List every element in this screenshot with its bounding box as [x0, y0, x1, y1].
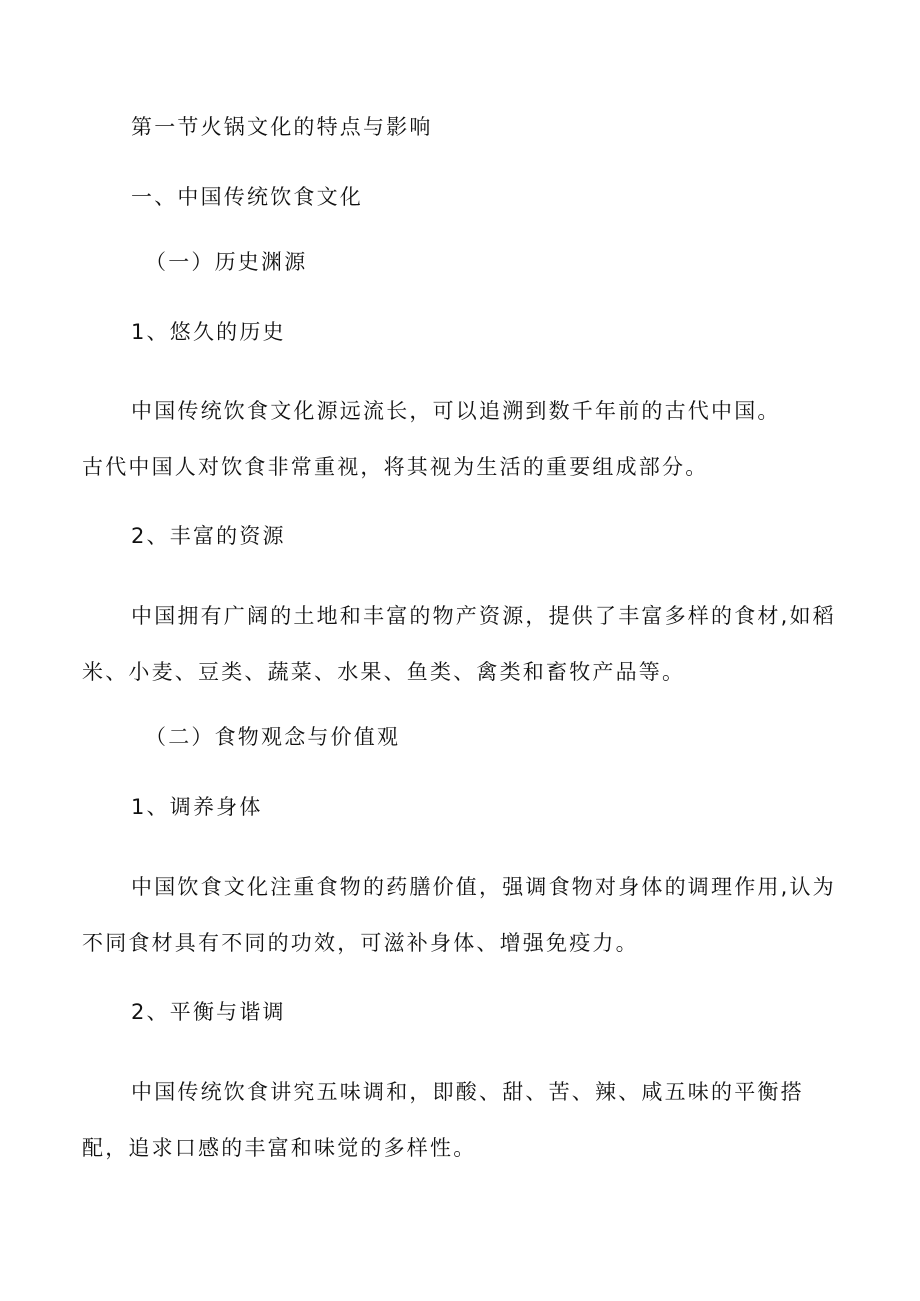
- paragraph-line: 中国拥有广阔的土地和丰富的物产资源，提供了丰富多样的食材,如稻: [131, 604, 836, 628]
- section-title: 第一节火锅文化的特点与影响: [131, 115, 433, 139]
- paragraph-line: 不同食材具有不同的功效，可滋补身体、增强免疫力。: [82, 931, 639, 955]
- subheading-food-values: （二）食物观念与价值观: [145, 725, 401, 749]
- paragraph-line: 中国饮食文化注重食物的药膳价值，强调食物对身体的调理作用,认为: [131, 875, 836, 899]
- item-title-rich-resources: 2、丰富的资源: [131, 524, 286, 548]
- paragraph-line: 米、小麦、豆类、蔬菜、水果、鱼类、禽类和畜牧产品等。: [82, 660, 686, 684]
- item-title-balance-harmony: 2、平衡与谐调: [131, 1000, 286, 1024]
- subheading-history: （一）历史渊源: [145, 250, 308, 274]
- item-title-nourish-body: 1、调养身体: [131, 795, 263, 819]
- paragraph-line: 中国传统饮食讲究五味调和，即酸、甜、苦、辣、咸五味的平衡搭: [131, 1080, 804, 1104]
- paragraph-line: 古代中国人对饮食非常重视，将其视为生活的重要组成部分。: [82, 455, 709, 479]
- item-title-long-history: 1、悠久的历史: [131, 320, 286, 344]
- paragraph-line: 中国传统饮食文化源远流长，可以追溯到数千年前的古代中国。: [131, 399, 781, 423]
- paragraph-line: 配，追求口感的丰富和味觉的多样性。: [82, 1136, 477, 1160]
- heading-1: 一、中国传统饮食文化: [131, 185, 363, 209]
